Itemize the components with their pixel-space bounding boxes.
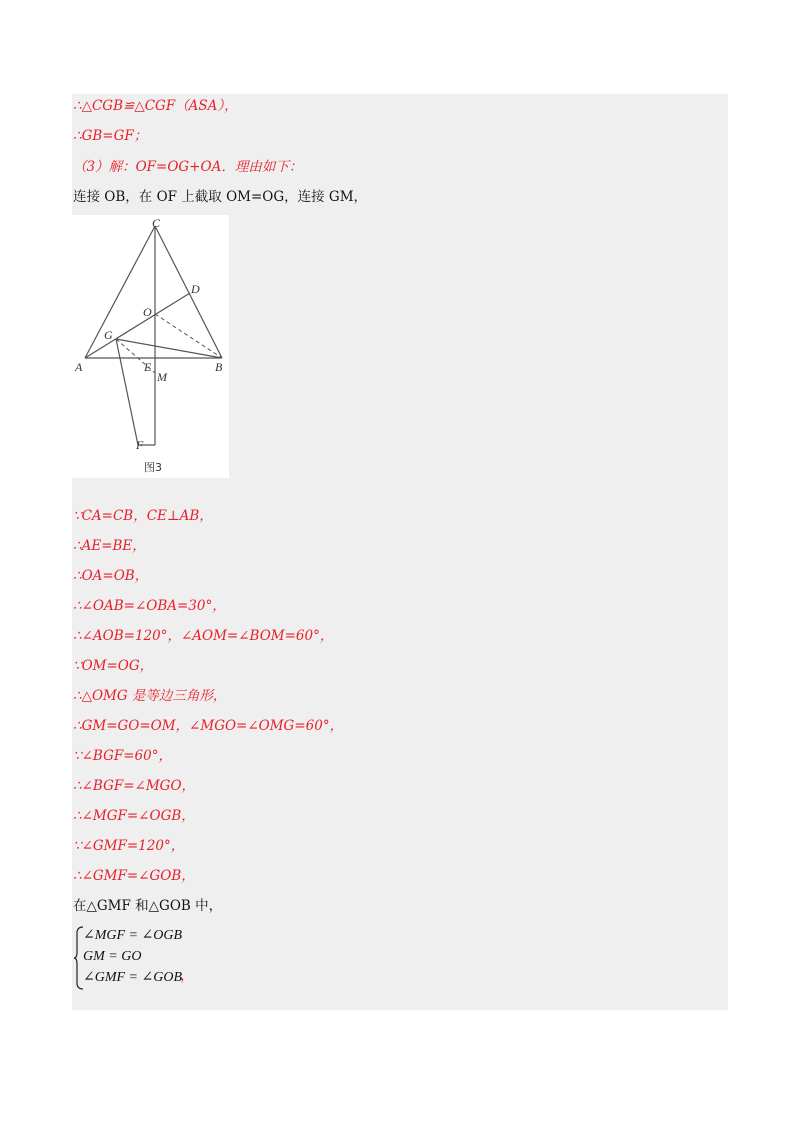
label-B: B (215, 360, 223, 374)
text-line: ∴AE=BE， (73, 538, 146, 554)
text-line: ∴OA=OB， (73, 568, 149, 584)
label-D: D (191, 282, 200, 296)
text-line: ∴∠AOB=120°，∠AOM=∠BOM=60°， (73, 628, 334, 644)
label-A: A (75, 360, 83, 374)
equation-row-1: ∠MGF = ∠OGB (83, 928, 183, 943)
segment-AD (85, 293, 190, 358)
text-line: 在△GMF 和△GOB 中， (73, 898, 223, 914)
text-line: ∴△CGB≌△CGF（ASA）， (73, 98, 238, 114)
geometry-figure (72, 215, 229, 478)
label-O: O (143, 305, 152, 319)
text-line: （3）解：OF=OG+OA．理由如下： (73, 159, 303, 175)
text-line: ∵OM=OG， (73, 658, 154, 674)
text-line: ∴△OMG 是等边三角形， (73, 688, 227, 704)
text-line: ∴∠GMF=∠GOB， (73, 868, 195, 884)
text-line: ∴∠MGF=∠OGB， (73, 808, 195, 824)
segment-CB (155, 226, 222, 358)
segment-AC (85, 226, 155, 358)
system-comma: ， (180, 969, 194, 984)
text-line: ∴∠BGF=∠MGO， (73, 778, 196, 794)
triangle-diagram (72, 215, 229, 478)
label-F: F (136, 438, 144, 452)
label-C: C (152, 216, 161, 230)
equation-row-3: ∠GMF = ∠GOB (83, 970, 183, 985)
text-line: ∵∠GMF=120°， (73, 838, 185, 854)
text-line: 连接 OB，在 OF 上截取 OM=OG，连接 GM， (73, 189, 368, 205)
label-M: M (157, 370, 167, 384)
text-line: ∴GM=GO=OM，∠MGO=∠OMG=60°， (73, 718, 344, 734)
text-line: ∴∠OAB=∠OBA=30°， (73, 598, 226, 614)
equation-system (73, 925, 273, 991)
text-line: ∵∠BGF=60°， (73, 748, 172, 764)
text-line: ∴GB=GF； (73, 128, 148, 144)
segment-GB (116, 339, 222, 358)
text-line: ∵CA=CB，CE⊥AB， (73, 508, 213, 524)
figure-caption: 图3 (144, 461, 162, 474)
label-E: E (144, 360, 152, 374)
label-G: G (104, 328, 113, 342)
equation-row-2: GM = GO (83, 949, 142, 964)
